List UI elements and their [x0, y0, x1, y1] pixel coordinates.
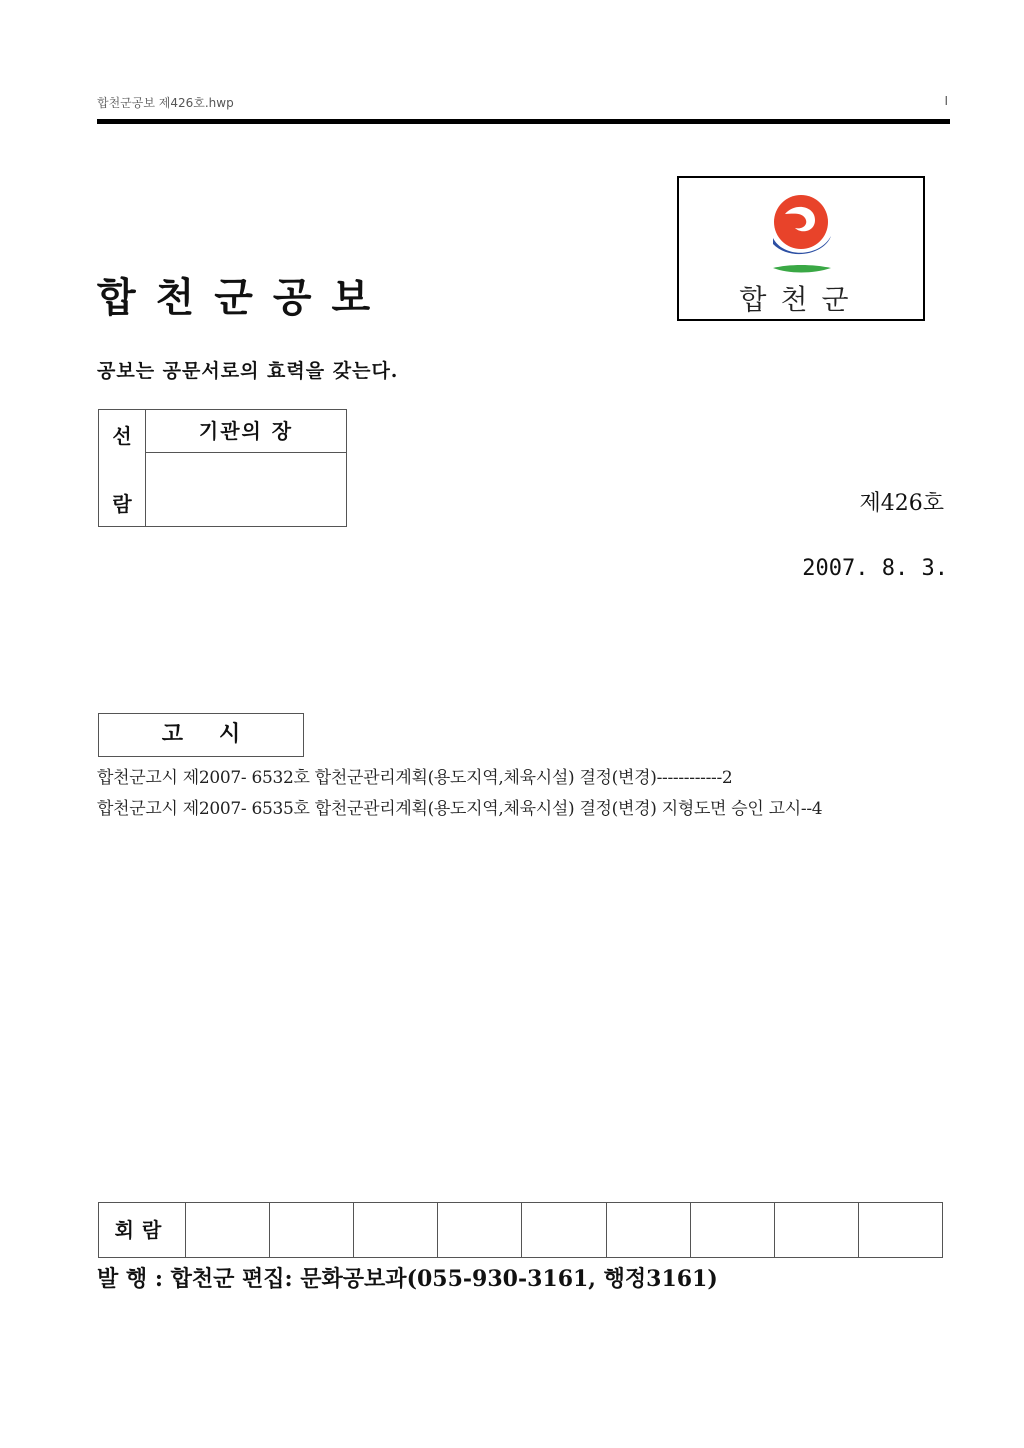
circulation-table [98, 409, 347, 527]
page-header [97, 94, 950, 116]
review-cell [859, 1203, 942, 1257]
table-of-contents [97, 763, 943, 825]
subtitle: 공보는 공문서로의 효력을 갖는다. [97, 360, 399, 382]
review-label: 회람 [99, 1203, 186, 1257]
review-cell [522, 1203, 606, 1257]
header-page-marker: I [944, 94, 948, 108]
logo-text: 합천군 [739, 283, 863, 316]
header-filename: 합천군공보 제426호.hwp [97, 96, 234, 110]
emblem-green-band [773, 265, 831, 273]
section-title-box: 고시 [98, 713, 304, 757]
county-emblem-icon [765, 188, 837, 280]
review-cell [775, 1203, 859, 1257]
circulation-side-char-2: 람 [112, 492, 132, 516]
circulation-side-char-1: 선 [112, 424, 132, 448]
gazette-title: 합천군공보 [97, 275, 391, 321]
publisher-info: 발 행 : 합천군 편집: 문화공보과(055-930-3161, 행정3161) [97, 1266, 718, 1292]
toc-entry[interactable]: 합천군고시 제2007- 6532호 합천군관리계획(용도지역,체육시설) 결정(변경)------------2 [97, 768, 733, 788]
review-cell [186, 1203, 270, 1257]
review-cell [438, 1203, 522, 1257]
review-cell [691, 1203, 775, 1257]
emblem-red-circle [774, 195, 828, 249]
issue-date: 2007. 8. 3. [802, 556, 948, 581]
toc-entry[interactable]: 합천군고시 제2007- 6535호 합천군관리계획(용도지역,체육시설) 결정(변경) 지형도면 승인 고시--4 [97, 799, 823, 819]
issue-number: 제426호 [859, 491, 944, 516]
review-cell [607, 1203, 691, 1257]
circulation-header: 기관의 장 [146, 410, 346, 453]
review-cell [270, 1203, 354, 1257]
review-row [98, 1202, 943, 1258]
logo-box [677, 176, 925, 321]
circulation-side-column [99, 410, 146, 526]
review-cell [354, 1203, 438, 1257]
header-rule [97, 119, 950, 124]
